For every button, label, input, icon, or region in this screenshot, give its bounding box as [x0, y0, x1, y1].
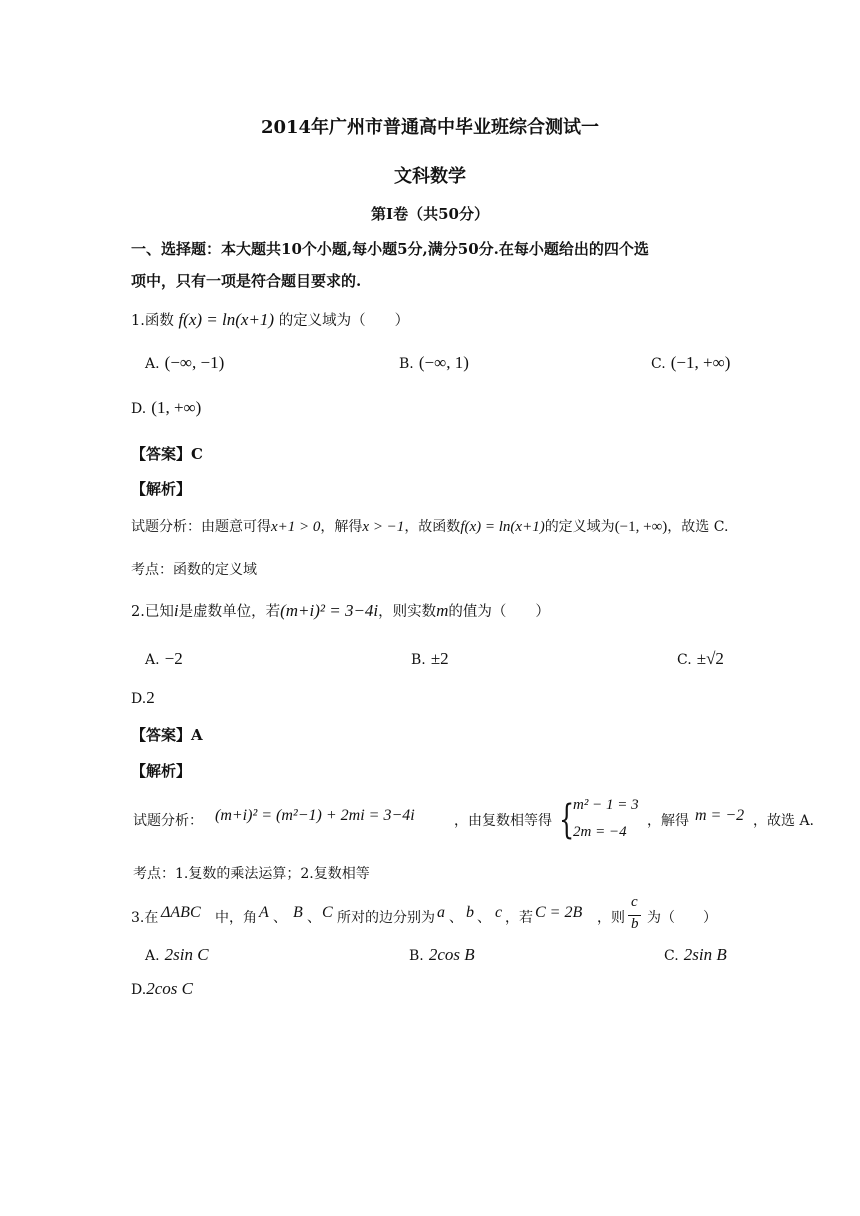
q3-option-b-label: B.	[409, 948, 424, 964]
q2-stem-suffix: 的值为（ ）	[448, 604, 550, 620]
q3-angle-c: C	[322, 904, 333, 921]
q2-stem-m: m	[436, 601, 449, 620]
document-title: 2014年广州市普通高中毕业班综合测试一	[260, 117, 600, 138]
q3-angle-b: B	[293, 904, 303, 921]
q3-fraction-denominator: b	[631, 916, 639, 932]
q2-analysis-result: m = −2	[695, 807, 745, 824]
q1-analysis-math-4: (−1, +∞)	[614, 519, 668, 535]
q1-option-b-value: (−∞, 1)	[418, 353, 469, 372]
q1-option-c	[651, 353, 730, 373]
q3-sep-1: 、	[273, 910, 287, 926]
q3-option-a	[145, 945, 209, 965]
q3-option-c-value: 2sin B	[683, 945, 727, 964]
q3-sep-4: 、	[477, 910, 491, 926]
q1-keypoint: 考点：函数的定义域	[131, 562, 257, 578]
q1-option-a	[145, 353, 224, 373]
q3-side-b: b	[466, 904, 474, 921]
q3-stem-prefix: 3.在	[131, 910, 159, 926]
q1-analysis-text-5: ，故选 C.	[667, 519, 729, 535]
q3-side-c: c	[495, 904, 503, 921]
q3-side-a: a	[437, 904, 445, 921]
q3-option-d-value: 2cos C	[146, 979, 193, 998]
q3-option-b-value: 2cos B	[428, 945, 475, 964]
q3-stem-suffix: 为（ ）	[647, 910, 717, 926]
q2-system-brace-icon: {	[559, 797, 575, 843]
q3-option-c	[664, 945, 727, 965]
q2-option-d-value: 2	[146, 688, 155, 707]
q1-analysis-text-3: ，故函数	[404, 519, 461, 535]
q1-analysis-label: 【解析】	[131, 480, 192, 498]
q2-analysis-end: ，故选 A.	[753, 813, 815, 829]
q2-stem	[131, 600, 550, 621]
q2-option-a-label: A.	[145, 652, 160, 668]
q1-option-a-label: A.	[145, 356, 160, 372]
q2-system-line1: m² − 1 = 3	[573, 797, 639, 813]
q3-fraction-numerator: c	[631, 894, 638, 910]
q2-system-line2: 2m = −4	[573, 824, 627, 840]
q1-analysis-math-1: x+1 > 0	[271, 519, 321, 535]
section-instructions-line1: 一、选择题：本大题共10个小题,每小题5分,满分50分.在每小题给出的四个选	[131, 240, 649, 258]
q1-stem-suffix: 的定义域为（ ）	[278, 313, 410, 329]
q3-option-a-value: 2sin C	[164, 945, 209, 964]
q2-option-d-label: D.	[131, 691, 147, 707]
q3-sep-3: 、	[449, 910, 463, 926]
q2-analysis-mid2: ，解得	[647, 813, 689, 829]
q3-option-b	[409, 945, 475, 965]
q2-option-a-value: −2	[164, 649, 183, 668]
q1-analysis-text-2: ，解得	[320, 519, 363, 535]
q2-option-b	[411, 649, 449, 669]
q1-analysis-math-3: f(x) = ln(x+1)	[460, 519, 545, 535]
q2-option-b-label: B.	[411, 652, 426, 668]
q2-option-c-label: C.	[677, 652, 692, 668]
section-instructions-line2: 项中，只有一项是符合题目要求的.	[131, 272, 362, 290]
q3-stem-triangle: ΔABC	[161, 904, 201, 921]
document-subtitle: 文科数学	[394, 166, 466, 187]
q3-option-d-label: D.	[131, 982, 147, 998]
q1-analysis-text-1: 试题分析：由题意可得	[131, 519, 271, 535]
q3-stem-mid3: ，若	[505, 910, 533, 926]
q1-option-d	[131, 398, 201, 418]
q2-option-c	[677, 649, 724, 669]
q1-option-c-label: C.	[651, 356, 666, 372]
q1-option-c-value: (−1, +∞)	[670, 353, 731, 372]
q2-stem-mid1: 是虚数单位，若	[178, 604, 281, 620]
q3-option-c-label: C.	[664, 948, 679, 964]
q2-analysis-prefix: 试题分析：	[133, 813, 203, 829]
q2-keypoint: 考点：1.复数的乘法运算；2.复数相等	[133, 866, 370, 882]
q2-stem-math: (m+i)² = 3−4i	[280, 601, 379, 620]
volume-heading: 第Ⅰ卷（共50分）	[371, 205, 489, 223]
q2-analysis-label: 【解析】	[131, 762, 192, 780]
q2-option-c-value: ±√2	[696, 649, 724, 668]
q2-stem-i: i	[173, 601, 179, 620]
q2-stem-mid2: ，则实数	[378, 604, 437, 620]
q2-option-d	[131, 688, 155, 708]
q3-angle-a: A	[259, 904, 269, 921]
q1-option-d-label: D.	[131, 401, 147, 417]
q1-answer: 【答案】C	[131, 445, 203, 463]
q3-option-d	[131, 979, 193, 999]
q1-analysis-text-4: 的定义域为	[544, 519, 615, 535]
q2-analysis-mid: ，由复数相等得	[454, 813, 552, 829]
q3-stem-mid2: 所对的边分别为	[337, 910, 435, 926]
q2-stem-prefix: 2.已知	[131, 604, 174, 620]
q3-stem-mid1: 中，角	[215, 910, 257, 926]
q1-analysis	[131, 516, 728, 536]
q1-stem	[131, 309, 409, 330]
q1-option-b	[399, 353, 469, 373]
q3-sep-2: 、	[307, 910, 321, 926]
q1-analysis-math-2: x > −1	[362, 519, 405, 535]
q2-answer: 【答案】A	[131, 726, 203, 744]
q1-option-b-label: B.	[399, 356, 414, 372]
q1-stem-math: f(x) = ln(x+1)	[178, 310, 275, 329]
q1-stem-prefix: 1.函数	[131, 313, 174, 329]
q2-option-b-value: ±2	[430, 649, 449, 668]
q3-stem-mid4: ，则	[597, 910, 625, 926]
q1-option-a-value: (−∞, −1)	[164, 353, 225, 372]
q3-option-a-label: A.	[145, 948, 160, 964]
q3-condition: C = 2B	[535, 904, 583, 921]
q2-analysis-math: (m+i)² = (m²−1) + 2mi = 3−4i	[215, 807, 415, 824]
q1-option-d-value: (1, +∞)	[151, 398, 202, 417]
q2-option-a	[145, 649, 183, 669]
